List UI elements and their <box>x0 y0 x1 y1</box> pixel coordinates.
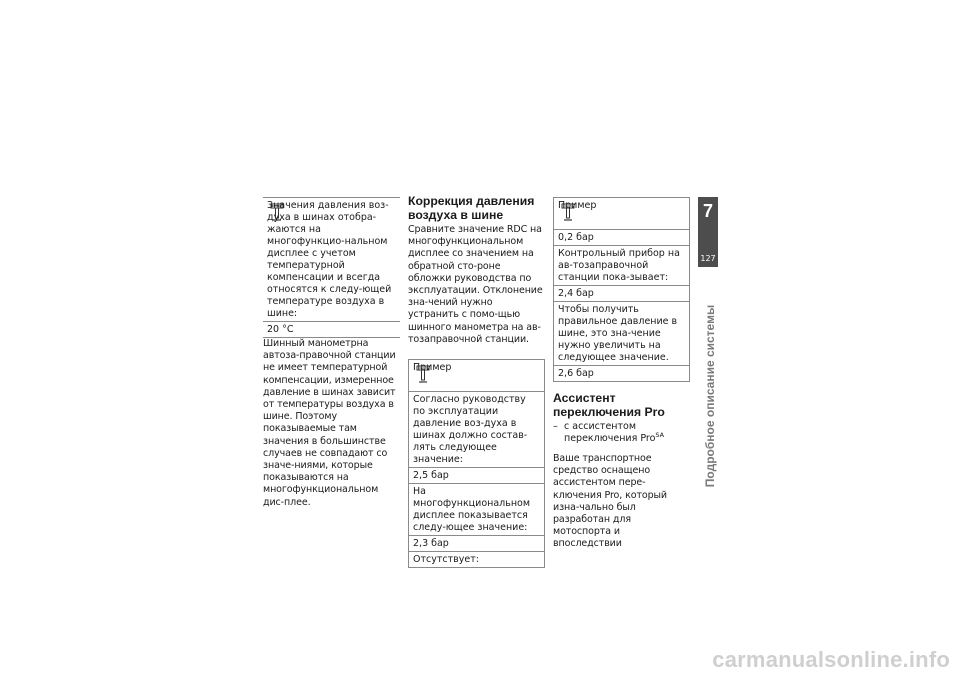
note-row <box>263 198 400 321</box>
example-row: 2,3 бар <box>409 535 544 551</box>
page-number: 127 <box>700 254 716 263</box>
list-dash: – <box>553 421 558 432</box>
example-label: Пример <box>413 362 452 374</box>
watermark: carmanualsonline.info <box>712 647 950 672</box>
tire-gauge-icon <box>270 203 284 221</box>
example-header <box>409 360 544 391</box>
example-box-1 <box>408 359 545 568</box>
example-box-2 <box>553 197 690 382</box>
section-title-vertical: Подробное описание системы <box>703 304 717 488</box>
example-row: Отсутствует: <box>409 551 544 567</box>
example-row: 2,5 бар <box>409 467 544 483</box>
list-item-sup: SA <box>655 430 665 439</box>
temperature-note-box <box>263 197 400 338</box>
heading-tire-pressure-correction: Коррекция давления воздуха в шине <box>408 194 535 222</box>
chapter-marker <box>698 197 718 267</box>
example-row: 2,6 бар <box>554 365 689 381</box>
chapter-number: 7 <box>702 201 713 221</box>
example-row: Контрольный прибор на ав-тозаправочной станции пока-зывает: <box>554 245 689 285</box>
example-row: 0,2 бар <box>554 229 689 245</box>
heading-shift-assistant-pro: Ассистент переключения Pro <box>553 391 665 419</box>
column1-paragraph: Шинный манометрна автоза-правочной станции не имеет температурной компенсации, измеренное давление в шинах зависит от температуры воздуха в шине. Поэтому показываемые там значения в большинстве случаев не совпадают со значе-ниями, которые показываются на многофункциональном дис-плее. <box>263 338 396 508</box>
example-label: Пример <box>558 200 597 211</box>
tire-gauge-icon <box>561 203 575 221</box>
example-row: На многофункциональном дисплее показывается следу-ющее значение: <box>409 483 544 535</box>
example-row: Чтобы получить правильное давление в шине, это зна-чение нужно увеличить на следующее значение. <box>554 301 689 365</box>
tire-gauge-icon <box>416 365 430 383</box>
example-header <box>554 198 689 229</box>
column-2 <box>408 195 545 568</box>
example-row: 2,4 бар <box>554 285 689 301</box>
column-3 <box>553 197 690 551</box>
column-1 <box>263 197 400 509</box>
column2-paragraph: Сравните значение RDC на многофункциональном дисплее со значением на обратной сто-роне обложки руководства по эксплуатации. Отклонение зна-чений нужно устранить с помо-щью шинного манометра на ав-тозаправочной станции. <box>408 224 543 345</box>
column3-paragraph: Ваше транспортное средство оснащено ассистентом пере-ключения Pro, который изна-чально был разработан для мотоспорта и впоследствии <box>553 453 667 550</box>
temperature-value: 20 °C <box>263 321 400 337</box>
list-item-text: с ассистентом переключения Pro <box>564 421 656 444</box>
example-row: Согласно руководству по эксплуатации давление воз-духа в шинах должно состав-лять следующее значение: <box>409 391 544 467</box>
list-item <box>553 421 690 445</box>
note-text: Значения давления воз-духа в шинах отобра-жаются на многофункцио-нальном дисплее с учетом температурной компенсации и всегда относятся к следу-ющей температуре воздуха в шине: <box>267 200 392 319</box>
